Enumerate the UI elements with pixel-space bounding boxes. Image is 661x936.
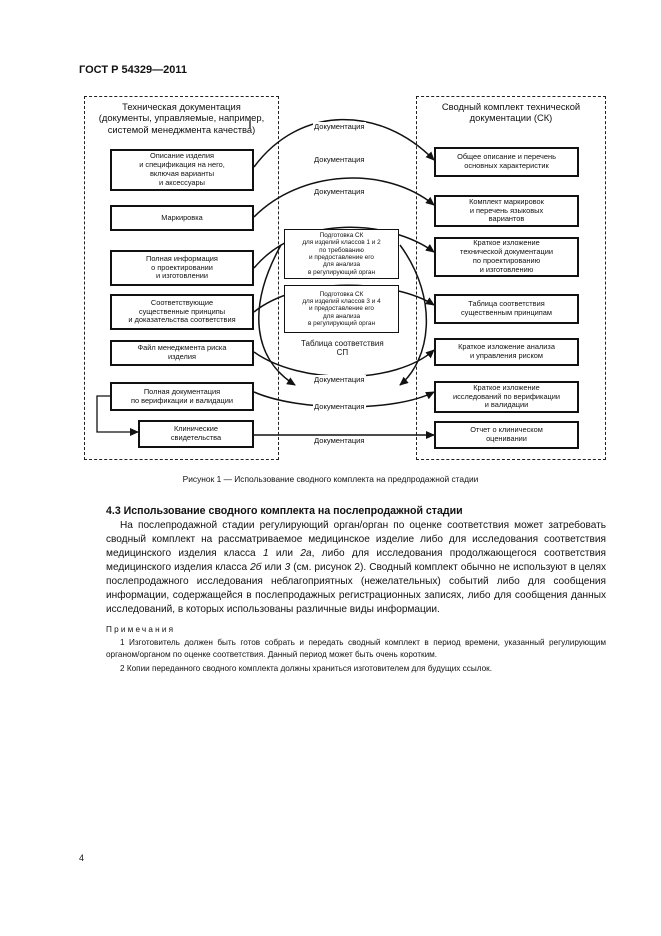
para-part: (см. рисунок 2). Сводный комплект обычно не используют в целях послепродажного исследования неблагоприятных (нежелательных) событий либо для сообщения информации, содержащейся в послепродажных регистрационных записях, либо для сообщения данных исследований, в которых использованы различные виды информации.	[106, 562, 606, 615]
right-box-labeling: Комплект маркировок и перечень языковых вариантов	[434, 195, 579, 227]
para-class: 1	[262, 548, 269, 559]
arrow-label-4: Документация	[314, 375, 365, 384]
left-box-design: Полная информация о проектировании и изготовлении	[110, 250, 254, 286]
para-part: или	[268, 548, 301, 559]
right-group-title: Сводный комплект технической документации (СК)	[441, 101, 581, 124]
left-box-description: Описание изделия и спецификация на него, включая варианты и аксессуары	[110, 149, 254, 191]
arrow-label-2: Документация	[314, 155, 365, 164]
note-2: 2 Копии переданного сводного комплекта должны храниться изготовителем для будущих ссылок.	[120, 664, 492, 673]
para-part: или	[261, 562, 285, 573]
left-box-verification: Полная документация по верификации и валидации	[110, 382, 254, 411]
para-class: 3	[284, 562, 291, 573]
right-box-essential: Таблица соответствия существенным принципам	[434, 294, 579, 324]
right-box-description: Общее описание и перечень основных характеристик	[434, 147, 579, 177]
table-label: Таблица соответствия СП	[301, 339, 384, 358]
arrow-labeling	[254, 178, 434, 217]
arrow-label-1: Документация	[314, 122, 365, 131]
left-box-risk: Файл менеджмента риска изделия	[110, 340, 254, 366]
right-box-risk: Краткое изложение анализа и управления риском	[434, 338, 579, 366]
arrow-label-6: Документация	[314, 436, 365, 445]
left-box-labeling: Маркировка	[110, 205, 254, 231]
middle-box-classes-1-2: Подготовка СК для изделий классов 1 и 2 по требованию и предоставление его для анализа в регулирующий орган	[284, 229, 399, 279]
section-paragraph	[106, 519, 606, 617]
para-part: На послепродажной стадии регулирующий орган/орган по оценке соответствия может затребовать сводный комплект на рассматриваемое медицинское изделие либо для исследования соответствия медицинского изделия класса	[106, 520, 606, 559]
para-class: 2б	[250, 562, 262, 573]
right-box-verification: Краткое изложение исследований по верификации и валидации	[434, 381, 579, 413]
para-class: 2а	[300, 548, 312, 559]
middle-box-classes-3-4: Подготовка СК для изделий классов 3 и 4 и предоставление его для анализа в регулирующий орган	[284, 285, 399, 333]
arrow-label-3: Документация	[314, 187, 365, 196]
right-box-clinical: Отчет о клиническом оценивании	[434, 421, 579, 449]
section-heading: 4.3 Использование сводного комплекта на послепродажной стадии	[106, 505, 463, 517]
note-1: 1 Изготовитель должен быть готов собрать и передать сводный комплект в период времени, указанный регулирующим органом/органом по оценке соответствия. Данный период может быть очень коротким.	[106, 638, 606, 659]
left-box-clinical: Клинические свидетельства	[138, 420, 254, 448]
notes-heading: Примечания	[106, 625, 176, 634]
para-part: , либо для исследования продолжающегося соответствия медицинского изделия класса	[106, 548, 607, 573]
left-group-title: Техническая документация (документы, управляемые, например, системой менеджмента качества)	[98, 101, 265, 135]
page-number: 4	[79, 853, 85, 863]
right-box-design: Краткое изложение технической документации по проектированию и изготовлению	[434, 237, 579, 277]
left-box-essential: Соответствующие существенные принципы и доказательства соответствия	[110, 294, 254, 330]
document-header: ГОСТ Р 54329—2011	[79, 64, 187, 76]
arrow-label-5: Документация	[314, 402, 365, 411]
figure-caption: Рисунок 1 — Использование сводного комплекта на предпродажной стадии	[182, 474, 479, 484]
